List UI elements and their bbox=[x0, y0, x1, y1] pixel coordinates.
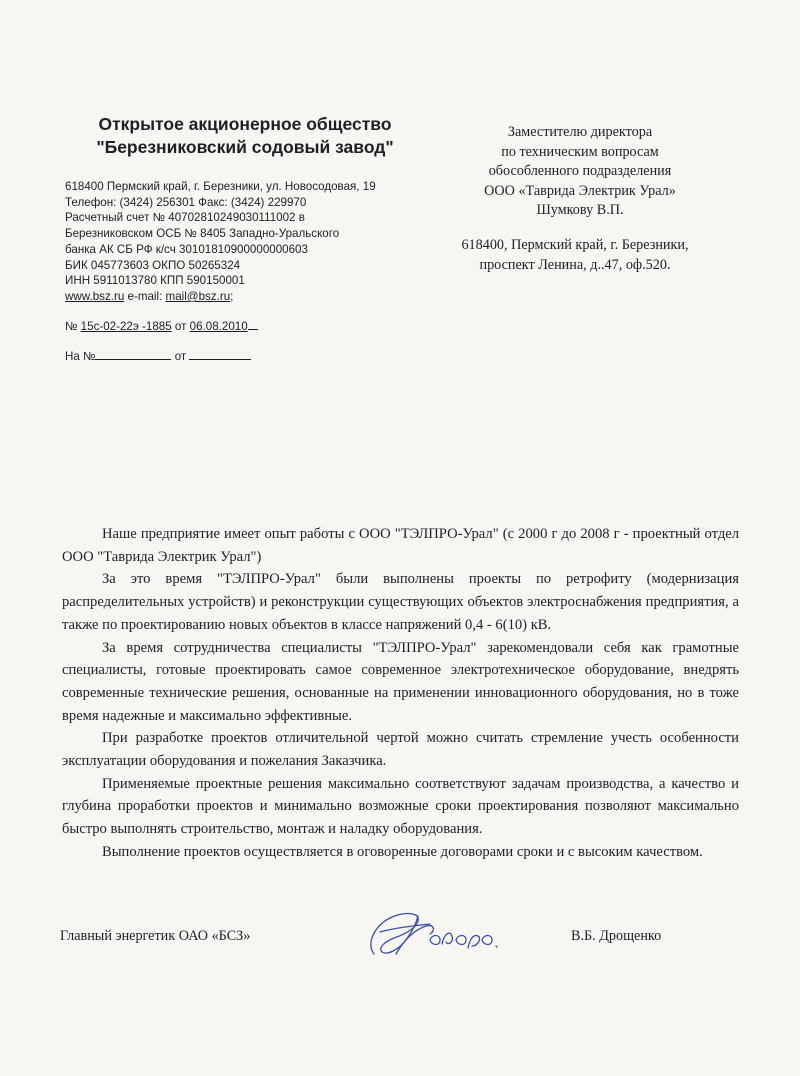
addressee-line: Заместителю директора bbox=[507, 124, 653, 140]
company-title-line2: "Березниковский содовый завод" bbox=[96, 137, 394, 157]
body-paragraph: За время сотрудничества специалисты "ТЭЛПРО-Урал" зарекомендовали себя как грамотные специалисты, готовые проектировать самое современное электротехническое оборудование, внедрять современные технические решения, основанные на применении инновационного оборудования, но в тоже время надежные и максимально эффективные. bbox=[62, 639, 739, 724]
requisites-bank-branch: Березниковском ОСБ № 8405 Западно-Уральского bbox=[65, 227, 340, 241]
addressee-line: Шумкову В.П. bbox=[536, 202, 624, 219]
incoming-number-label: На № bbox=[65, 350, 96, 363]
outgoing-date-label: от bbox=[174, 320, 187, 333]
body-paragraph: Выполнение проектов осуществляется в оговоренные договорами сроки и с высоким качеством. bbox=[102, 843, 703, 860]
incoming-date-label: от bbox=[174, 350, 187, 363]
contacts-semicolon: ; bbox=[230, 289, 234, 303]
addressee-line: ООО «Таврида Электрик Урал» bbox=[484, 182, 676, 199]
company-title-line1: Открытое акционерное общество bbox=[98, 114, 392, 134]
addressee-line: обособленного подразделения bbox=[488, 163, 672, 180]
incoming-number-blank bbox=[95, 347, 171, 360]
outgoing-number-label: № bbox=[65, 320, 78, 333]
body-paragraph: Применяемые проектные решения максимально соответствуют задачам производства, а качество и глубина проработки проектов и минимально возможные сроки проектирования позволяют максимально быстро выполнять строительство, монтаж и наладку оборудования. bbox=[62, 775, 739, 838]
body-paragraph: При разработке проектов отличительной чертой можно считать стремление учесть особенности эксплуатации оборудования и пожелания Заказчика. bbox=[62, 730, 739, 770]
requisites-phone: Телефон: (3424) 256301 Факс: (3424) 229970 bbox=[65, 195, 307, 209]
letter-body bbox=[62, 523, 739, 864]
outgoing-date-underline bbox=[248, 317, 258, 330]
requisites-address: 618400 Пермский край, г. Березники, ул. Новосодовая, 19 bbox=[65, 180, 376, 193]
signer-position: Главный энергетик ОАО «БСЗ» bbox=[60, 928, 251, 944]
body-paragraph: Наше предприятие имеет опыт работы с ООО "ТЭЛПРО-Урал" (с 2000 г до 2008 г - проектный отдел ООО "Таврида Электрик Урал") bbox=[62, 526, 739, 565]
email-link[interactable]: mail@bsz.ru bbox=[165, 289, 231, 303]
handwritten-signature bbox=[360, 904, 520, 968]
signer-name: В.Б. Дрощенко bbox=[571, 928, 662, 944]
incoming-reference bbox=[65, 347, 251, 363]
company-requisites bbox=[65, 179, 425, 305]
incoming-date-blank bbox=[189, 347, 251, 360]
requisites-contacts bbox=[65, 289, 425, 305]
requisites-bik-okpo: БИК 045773603 ОКПО 50265324 bbox=[65, 258, 241, 272]
address-line: 618400, Пермский край, г. Березники, bbox=[461, 237, 689, 253]
addressee-address bbox=[420, 235, 730, 275]
requisites-inn-kpp: ИНН 5911013780 КПП 590150001 bbox=[65, 274, 245, 288]
outgoing-date-value: 06.08.2010 bbox=[189, 320, 248, 333]
requisites-bank: банка АК СБ РФ к/сч 30101810900000000603 bbox=[65, 242, 308, 256]
outgoing-number bbox=[65, 317, 258, 333]
outgoing-number-value: 15с-02-22э -1885 bbox=[80, 320, 172, 333]
addressee-line: по техническим вопросам bbox=[501, 143, 659, 160]
body-paragraph: За это время "ТЭЛПРО-Урал" были выполнены проекты по ретрофиту (модернизация распределительных устройств) и реконструкции существующих объектов электроснабжения предприятия, а также по проектированию новых объектов в классе напряжений 0,4 - 6(10) кВ. bbox=[62, 571, 739, 633]
email-label: e-mail: bbox=[127, 289, 163, 303]
company-title bbox=[60, 113, 430, 159]
addressee-block bbox=[410, 123, 750, 221]
address-line: проспект Ленина, д..47, оф.520. bbox=[479, 257, 671, 273]
website-link[interactable]: www.bsz.ru bbox=[65, 289, 125, 303]
requisites-account: Расчетный счет № 40702810249030111002 в bbox=[65, 211, 305, 225]
